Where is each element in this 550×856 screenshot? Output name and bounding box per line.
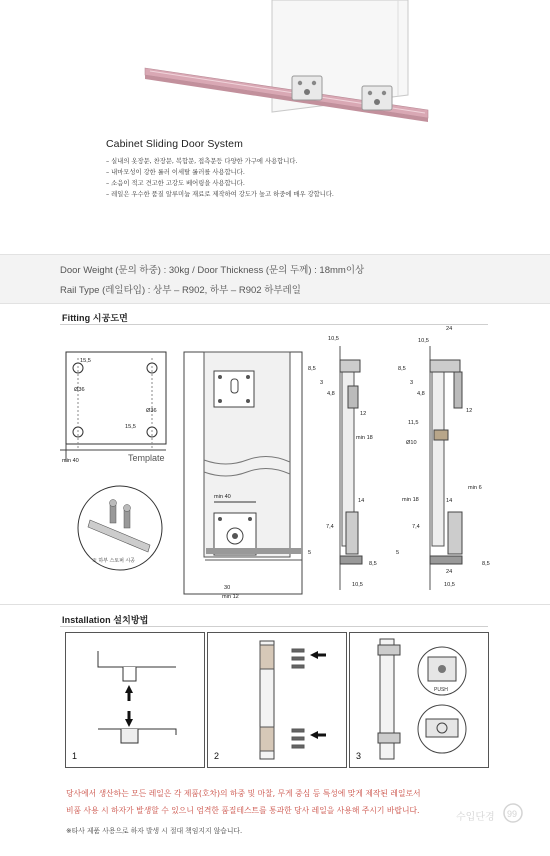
step-number: 2 <box>214 751 220 761</box>
svg-text:12: 12 <box>466 408 473 414</box>
svg-text:min 12: min 12 <box>222 594 239 600</box>
svg-text:Ø36: Ø36 <box>74 387 85 393</box>
svg-text:min 40: min 40 <box>62 458 79 464</box>
door-elevation <box>184 352 302 600</box>
notice-footnote: ※타사 제품 사용으로 하자 발생 시 절대 책임지지 않습니다. <box>66 827 243 835</box>
svg-text:8,5: 8,5 <box>369 561 377 567</box>
svg-text:14: 14 <box>358 498 365 504</box>
svg-text:8,5: 8,5 <box>308 366 316 372</box>
roller-plate-right <box>362 86 392 110</box>
watermark-stamp: 수입단경 <box>456 812 495 823</box>
product-title: Cabinet Sliding Door System <box>106 138 243 150</box>
install-step-2 <box>207 632 347 768</box>
installation-rule <box>60 626 488 627</box>
side-section-1 <box>308 336 377 590</box>
step-number: 1 <box>72 751 78 761</box>
spec-line-rail: Rail Type (레일타입) : 상부 – R902, 하부 – R902 하부레일 <box>60 285 301 296</box>
svg-text:min 6: min 6 <box>468 485 482 491</box>
svg-text:10,5: 10,5 <box>328 336 339 342</box>
svg-text:7,4: 7,4 <box>326 524 334 530</box>
svg-text:12: 12 <box>360 411 367 417</box>
svg-text:24: 24 <box>446 569 453 575</box>
svg-text:7,4: 7,4 <box>412 524 420 530</box>
svg-text:30: 30 <box>224 585 231 591</box>
roller-plate-left <box>292 76 322 100</box>
svg-text:15,5: 15,5 <box>80 358 91 364</box>
watermark-badge-icon <box>503 803 523 823</box>
svg-text:5: 5 <box>396 550 400 556</box>
fitting-heading: Fitting 시공도면 <box>62 313 128 323</box>
feature-item: – 실내의 옷장문, 찬장문, 복합문, 접측문등 다양한 가구에 사용합니다. <box>106 156 334 167</box>
svg-text:min 18: min 18 <box>402 497 419 503</box>
fitting-drawing <box>0 326 550 606</box>
step-3-diagram <box>350 633 488 767</box>
svg-text:Ø10: Ø10 <box>406 440 417 446</box>
svg-text:5: 5 <box>308 550 312 556</box>
svg-text:8,5: 8,5 <box>398 366 406 372</box>
svg-text:Ø36: Ø36 <box>146 408 157 414</box>
feature-item: – 레일은 우수한 품질 알루미늄 재료로 제작하여 강도가 높고 하중에 매우 강합니다. <box>106 189 334 200</box>
svg-text:PUSH: PUSH <box>434 687 448 693</box>
feature-list <box>106 156 334 200</box>
svg-text:10,5: 10,5 <box>352 582 363 588</box>
notice-line-1: 당사에서 생산하는 모든 레일은 각 제품(호차)의 하중 및 마찰, 무게 중심 등 특성에 맞게 제작된 레일로서 <box>66 789 421 798</box>
svg-text:※ 하부 스토퍼 시공: ※ 하부 스토퍼 시공 <box>92 558 135 564</box>
svg-text:14: 14 <box>446 498 453 504</box>
installation-heading: Installation 설치방법 <box>62 615 149 625</box>
svg-text:3: 3 <box>320 380 324 386</box>
svg-text:3: 3 <box>410 380 414 386</box>
step-2-diagram <box>208 633 346 767</box>
template-diagram <box>60 352 166 464</box>
svg-text:min 18: min 18 <box>356 435 373 441</box>
fitting-rule <box>60 324 488 325</box>
feature-item: – 소음이 적고 견고한 고강도 베어링을 사용합니다. <box>106 178 334 189</box>
svg-text:4,8: 4,8 <box>417 391 425 397</box>
divider <box>0 604 550 605</box>
svg-text:Template: Template <box>128 453 165 463</box>
svg-text:min 40: min 40 <box>214 494 231 500</box>
svg-text:11,5: 11,5 <box>408 420 419 426</box>
step-1-diagram <box>66 633 204 767</box>
svg-text:10,5: 10,5 <box>444 582 455 588</box>
svg-text:24: 24 <box>446 326 453 332</box>
svg-text:15,5: 15,5 <box>125 424 136 430</box>
feature-item: – 내마모성이 강한 롤러 이세탈 롤러를 사용합니다. <box>106 167 334 178</box>
svg-text:4,8: 4,8 <box>327 391 335 397</box>
install-step-1 <box>65 632 205 768</box>
svg-text:8,5: 8,5 <box>482 561 490 567</box>
bottom-stopper-inset <box>78 486 162 570</box>
install-step-3 <box>349 632 489 768</box>
step-number: 3 <box>356 751 362 761</box>
notice-line-2: 비품 사용 시 하자가 발생할 수 있으니 엄격한 품질테스트를 통과한 당사 레일을 사용해 주시기 바랍니다. <box>66 806 420 815</box>
side-section-2 <box>396 326 490 590</box>
svg-text:99: 99 <box>507 809 518 819</box>
spec-line-weight: Door Weight (문의 하중) : 30kg / Door Thickness (문의 두께) : 18mm이상 <box>60 265 365 276</box>
svg-text:10,5: 10,5 <box>418 338 429 344</box>
